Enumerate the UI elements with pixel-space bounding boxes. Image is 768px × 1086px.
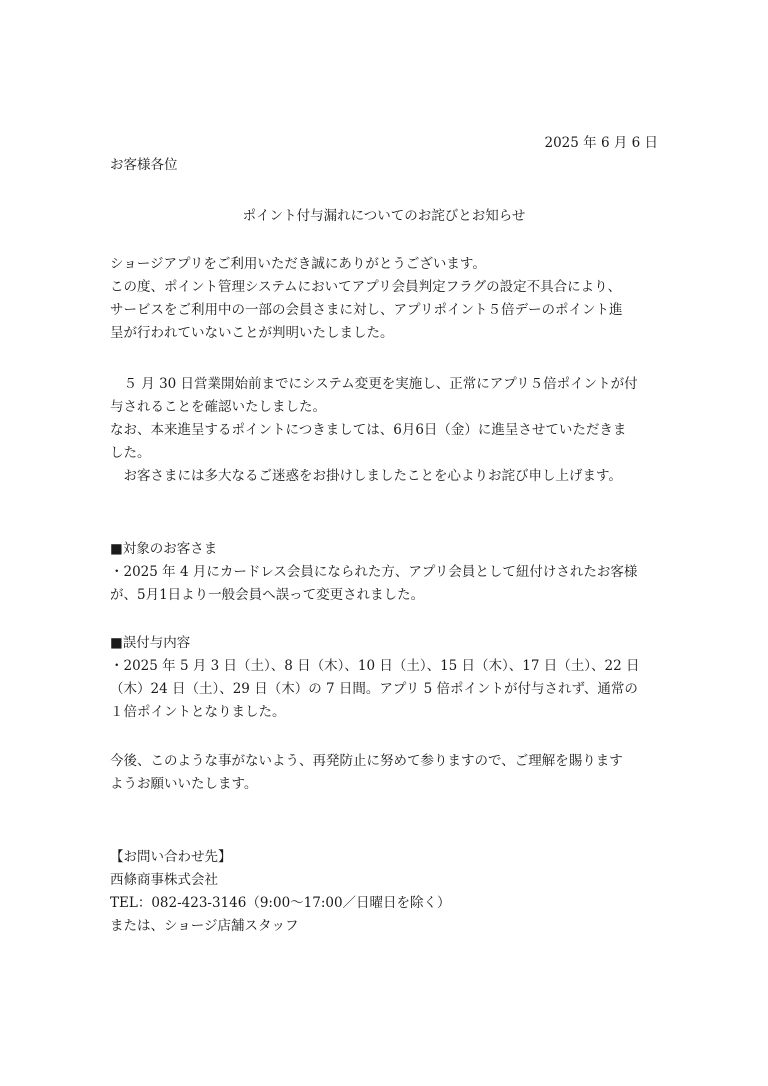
target-line: ・2025 年 4 月にカードレス会員になられた方、アプリ会員として紐付けされたお客様 [110, 564, 638, 580]
contact-section [110, 846, 658, 938]
contact-heading: 【お問い合わせ先】 [110, 849, 232, 865]
error-heading: ■誤付与内容 [110, 635, 191, 651]
fix-line: なお、本来進呈するポイントにつきましては、6月6日（金）に進呈させていただきま [110, 422, 627, 438]
intro-line: ショージアプリをご利用いただき誠にありがとうございます。 [110, 256, 486, 272]
fix-paragraph [110, 373, 658, 488]
document-title: ポイント付与漏れについてのお詫びとお知らせ [242, 208, 526, 224]
error-line: １倍ポイントとなりました。 [110, 704, 286, 720]
document-page [110, 0, 658, 1086]
intro-paragraph [110, 253, 658, 345]
contact-tel: TEL：082-423-3146（9:00～17:00／日曜日を除く） [110, 895, 451, 911]
fix-line: 与されることを確認いたしました。 [110, 399, 326, 415]
fix-line: お客さまには多大なるご迷惑をお掛けしましたことを心よりお詫び申し上げます。 [110, 468, 622, 484]
target-line: が、5月1日より一般会員へ誤って変更されました。 [110, 587, 425, 603]
intro-line: 呈が行われていないことが判明いたしました。 [110, 325, 394, 341]
contact-alt: または、ショージ店舗スタッフ [110, 918, 299, 934]
target-heading: ■対象のお客さま [110, 541, 218, 557]
intro-line: サービスをご利用中の一部の会員さまに対し、アプリポイント５倍デーのポイント進 [110, 302, 623, 318]
addressee: お客様各位 [110, 157, 178, 173]
fix-line: ５ 月 30 日営業開始前までにシステム変更を実施し、正常にアプリ５倍ポイントが付 [110, 376, 638, 392]
closing-line: 今後、このような事がないよう、再発防止に努めて参りますので、ご理解を賜ります [110, 753, 623, 769]
issue-date: 2025 年 6 月 6 日 [544, 135, 658, 151]
closing-line: ようお願いいたします。 [110, 776, 258, 792]
error-line: （木）24 日（土）、29 日（木）の 7 日間。アプリ 5 倍ポイントが付与されず、通常の [110, 681, 638, 697]
error-line: ・2025 年 5 月 3 日（土）、8 日（木）、10 日（土）、15 日（木）、17 日（土）、22 日 [110, 658, 640, 674]
intro-line: この度、ポイント管理システムにおいてアプリ会員判定フラグの設定不具合により、 [110, 279, 622, 295]
contact-company: 西條商事株式会社 [110, 872, 218, 888]
error-section [110, 632, 658, 724]
target-section [110, 538, 658, 607]
fix-line: した。 [110, 445, 151, 461]
closing-paragraph [110, 750, 658, 796]
